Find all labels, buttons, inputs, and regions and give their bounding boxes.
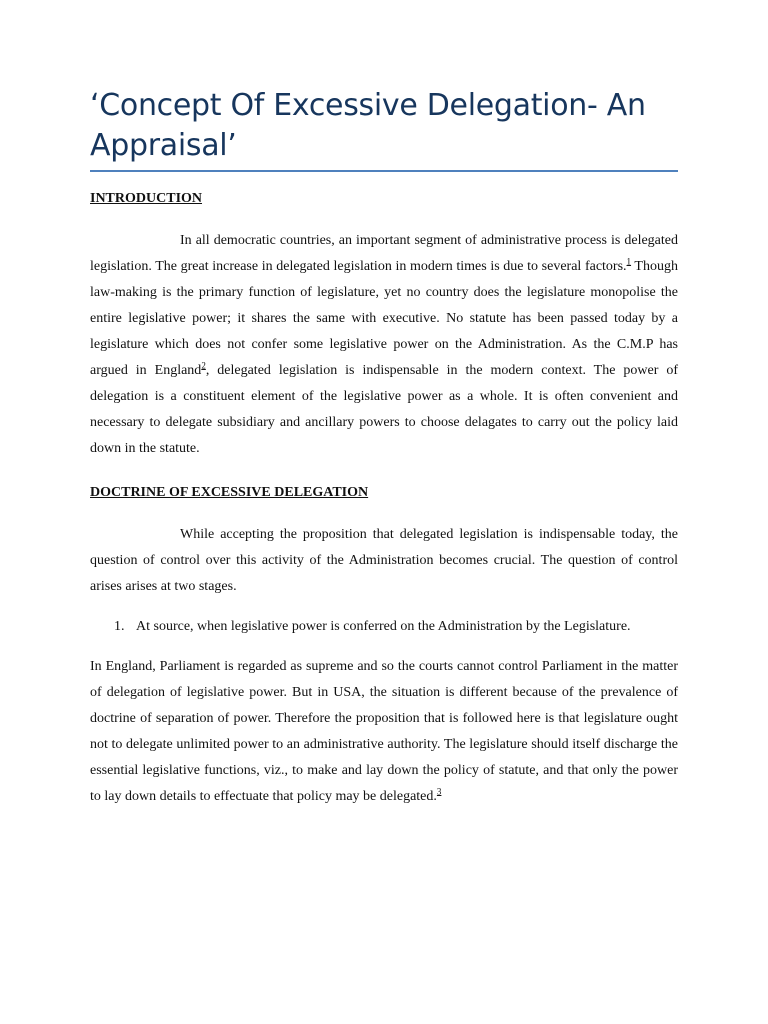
doctrine-paragraph-1: While accepting the proposition that delegated legislation is indispensable today, the question of control over this activity of the Administration becomes crucial. The question of control arises arises at two stages. (90, 527, 678, 594)
title-underline-rule (90, 170, 678, 172)
list-item (90, 614, 678, 640)
introduction-text-part3: , delegated legislation is indispensable in the modern context. The power of delegation is a constituent element of the legislative power as a whole. It is often convenient and necessary to delegate subsidiary and ancillary powers to choose delagates to carry out the policy laid down in the statute. (90, 363, 678, 456)
introduction-text-part1: In all democratic countries, an important segment of administrative process is delegated legislation. The great increase in delegated legislation in modern times is due to several factors. (90, 233, 678, 274)
document-title: ‘Concept Of Excessive Delegation- An Appraisal’ (90, 88, 646, 163)
footnote-ref-1[interactable]: 1 (626, 256, 632, 267)
list-item-number: 1. (114, 619, 125, 634)
control-stages-list (90, 614, 678, 640)
section-heading-doctrine: DOCTRINE OF EXCESSIVE DELEGATION (90, 485, 369, 500)
section-heading-introduction: INTRODUCTION (90, 191, 203, 206)
footnote-ref-2[interactable]: 2 (201, 360, 206, 371)
footnote-ref-3[interactable]: 3 (436, 786, 442, 797)
list-item-text: At source, when legislative power is conferred on the Administration by the Legislature. (136, 619, 631, 634)
introduction-text-part2: Though law-making is the primary function of legislature, yet no country does the legislature monopolise the entire legislative power; it shares the same with executive. No statute has been passed today by a legislature which does not confer some legislative power on the Administration. As the C.M.P has argued in England (90, 259, 678, 378)
doctrine-paragraph-2-text: In England, Parliament is regarded as supreme and so the courts cannot control Parliament in the matter of delegation of legislative power. But in USA, the situation is different because of the prevalence of doctrine of separation of power. Therefore the proposition that is followed here is that legislature ought not to delegate unlimited power to an administrative authority. The legislature should itself discharge the essential legislative functions, viz., to make and lay down the policy of statute, and that only the power to lay down details to effectuate that policy may be delegated. (90, 659, 678, 804)
doctrine-paragraph-2 (90, 654, 678, 810)
introduction-paragraph (90, 228, 678, 462)
